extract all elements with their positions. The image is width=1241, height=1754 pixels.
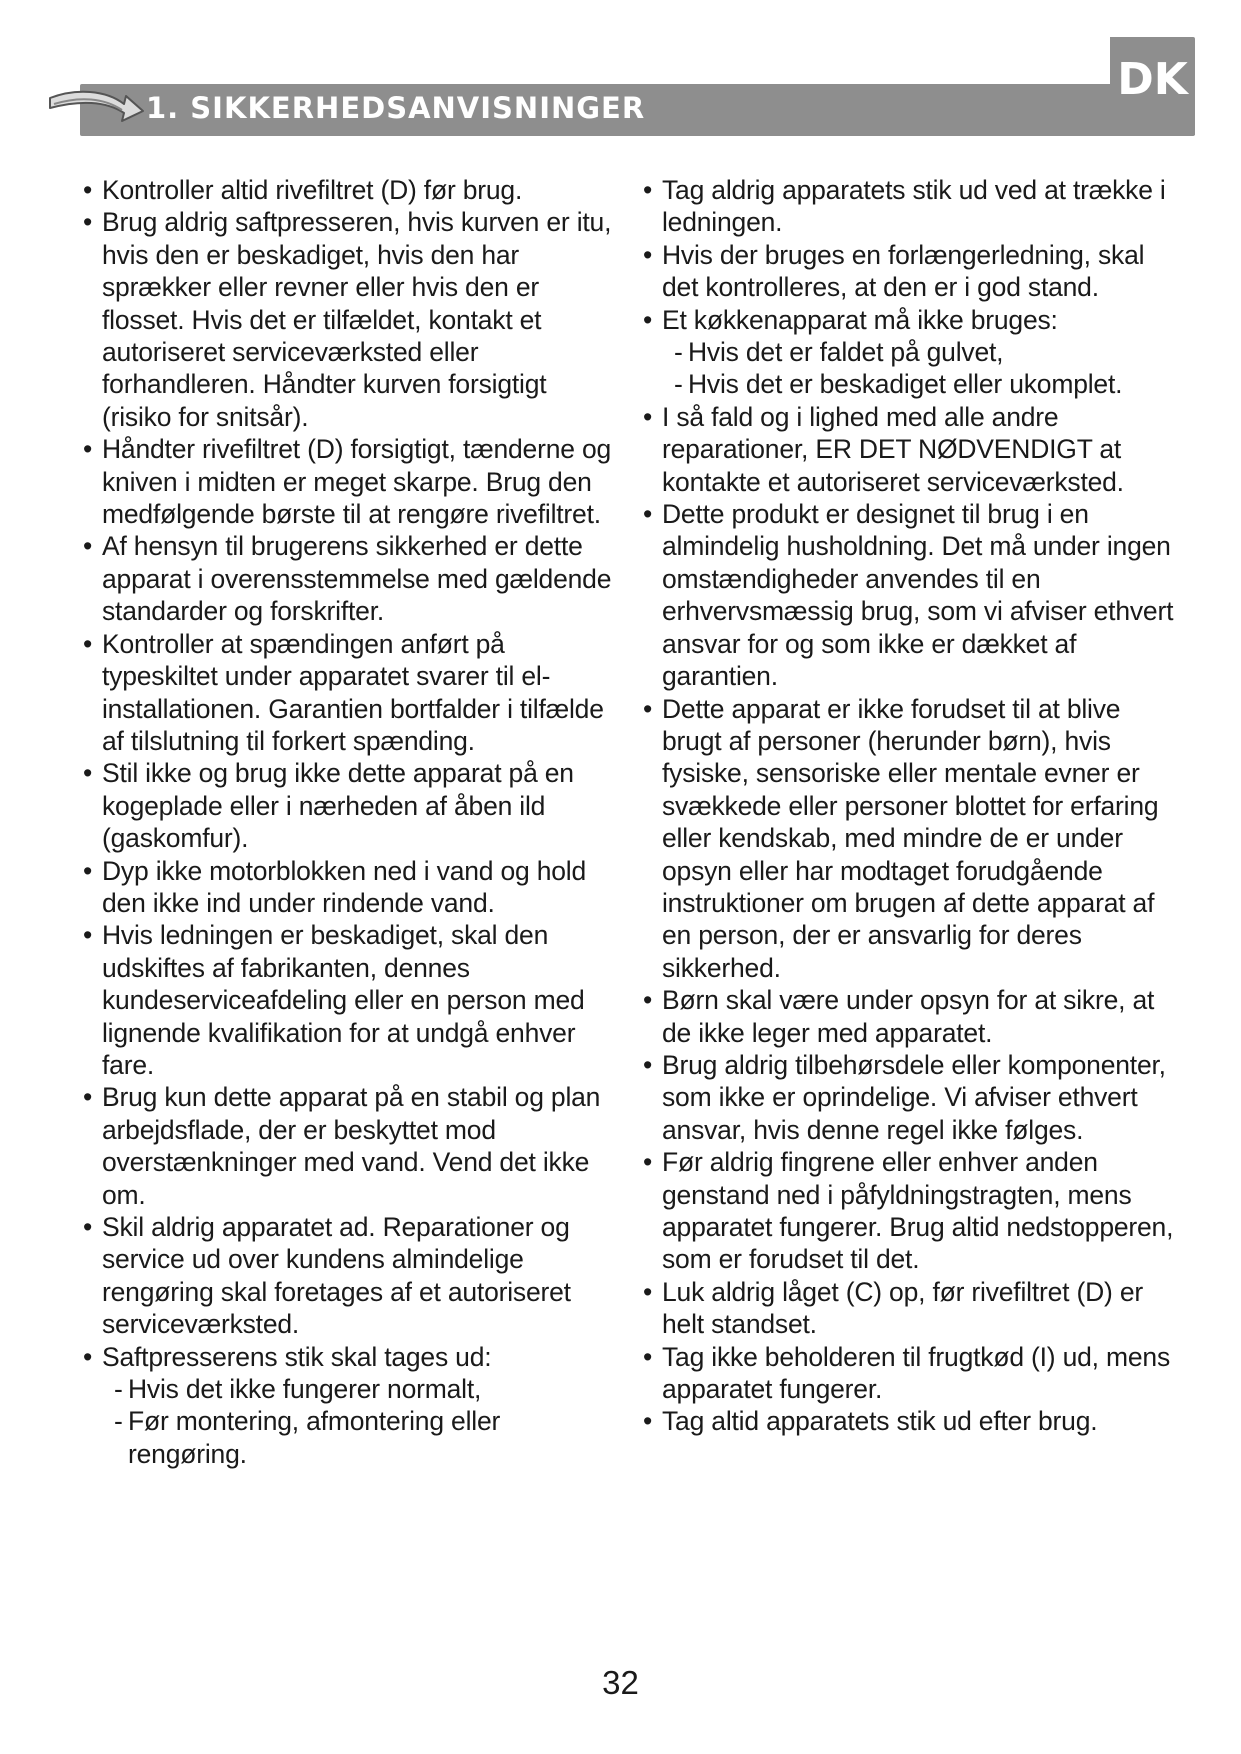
list-item: • Af hensyn til brugerens sikkerhed er dette apparat i overensstemmelse med gældende standarder og forskrifter. (82, 530, 622, 627)
list-item: • Skil aldrig apparatet ad. Reparationer og service ud over kundens almindelige rengøring skal foretages af et autoriseret serviceværksted. (82, 1211, 622, 1341)
list-item: • Før aldrig fingrene eller enhver anden genstand ned i påfyldningstragten, mens apparatet fungerer. Brug altid nedstopperen, som er forudset til det. (642, 1146, 1180, 1276)
section-title: 1. SIKKERHEDSANVISNINGER (146, 91, 646, 125)
list-item: • Børn skal være under opsyn for at sikre, at de ikke leger med apparatet. (642, 984, 1180, 1049)
list-item: • Et køkkenapparat må ikke bruges: - Hvis det er faldet på gulvet, - Hvis det er beskadiget eller ukomplet. (642, 304, 1180, 401)
sub-list-item: - Hvis det er faldet på gulvet, (662, 336, 1180, 368)
list-item: • Kontroller altid rivefiltret (D) før brug. (82, 174, 622, 206)
list-item: • Dette apparat er ikke forudset til at blive brugt af personer (herunder børn), hvis fysiske, sensoriske eller mentale evner er svækkede eller personer blottet for erfaring eller kendskab, med mindre de er under opsyn eller har modtaget forudgående instruktioner om brugen af dette apparat af en person, der er ansvarlig for deres sikkerhed. (642, 693, 1180, 985)
list-item: • Hvis der bruges en forlængerledning, skal det kontrolleres, at den er i god stand. (642, 239, 1180, 304)
sub-list-item: - Før montering, afmontering eller rengøring. (102, 1405, 622, 1470)
list-item: • Kontroller at spændingen anført på typeskiltet under apparatet svarer til el-installationen. Garantien bortfalder i tilfælde af tilslutning til forkert spænding. (82, 628, 622, 758)
list-item: • Hvis ledningen er beskadiget, skal den udskiftes af fabrikanten, dennes kundeserviceafdeling eller en person med lignende kvalifikation for at undgå enhver fare. (82, 919, 622, 1081)
list-item: • I så fald og i lighed med alle andre reparationer, ER DET NØDVENDIGT at kontakte et autoriseret serviceværksted. (642, 401, 1180, 498)
right-column (642, 174, 1180, 1438)
safety-list-right (642, 174, 1180, 1438)
language-tab: DK (1110, 37, 1195, 135)
list-item: • Håndter rivefiltret (D) forsigtigt, tænderne og kniven i midten er meget skarpe. Brug den medfølgende børste til at rengøre rivefiltret. (82, 433, 622, 530)
arrow-icon (46, 84, 146, 134)
left-column (82, 174, 622, 1470)
list-item: • Tag ikke beholderen til frugtkød (I) ud, mens apparatet fungerer. (642, 1341, 1180, 1406)
list-item: • Dette produkt er designet til brug i en almindelig husholdning. Det må under ingen omstændigheder anvendes til en erhvervsmæssig brug, som vi afviser ethvert ansvar for og som ikke er dækket af garantien. (642, 498, 1180, 692)
list-item: • Luk aldrig låget (C) op, før rivefiltret (D) er helt standset. (642, 1276, 1180, 1341)
list-item: • Saftpresserens stik skal tages ud: - Hvis det ikke fungerer normalt, - Før montering, afmontering eller rengøring. (82, 1341, 622, 1471)
list-item: • Stil ikke og brug ikke dette apparat på en kogeplade eller i nærheden af åben ild (gaskomfur). (82, 757, 622, 854)
list-item: • Brug aldrig saftpresseren, hvis kurven er itu, hvis den er beskadiget, hvis den har sprækker eller revner eller hvis den er flosset. Hvis det er tilfældet, kontakt et autoriseret serviceværksted eller forhandleren. Håndter kurven forsigtigt (risiko for snitsår). (82, 206, 622, 433)
sub-list-item: - Hvis det er beskadiget eller ukomplet. (662, 368, 1180, 400)
list-item: • Dyp ikke motorblokken ned i vand og hold den ikke ind under rindende vand. (82, 855, 622, 920)
sub-list (102, 1373, 622, 1470)
list-item: • Brug kun dette apparat på en stabil og plan arbejdsflade, der er beskyttet mod overstænkninger med vand. Vend det ikke om. (82, 1081, 622, 1211)
sub-list (662, 336, 1180, 401)
sub-list-item: - Hvis det ikke fungerer normalt, (102, 1373, 622, 1405)
safety-list-left (82, 174, 622, 1470)
list-item: • Brug aldrig tilbehørsdele eller komponenter, som ikke er oprindelige. Vi afviser ethvert ansvar, hvis denne regel ikke følges. (642, 1049, 1180, 1146)
page-number: 32 (602, 1664, 639, 1701)
list-item: • Tag altid apparatets stik ud efter brug. (642, 1405, 1180, 1437)
list-item: • Tag aldrig apparatets stik ud ved at trække i ledningen. (642, 174, 1180, 239)
